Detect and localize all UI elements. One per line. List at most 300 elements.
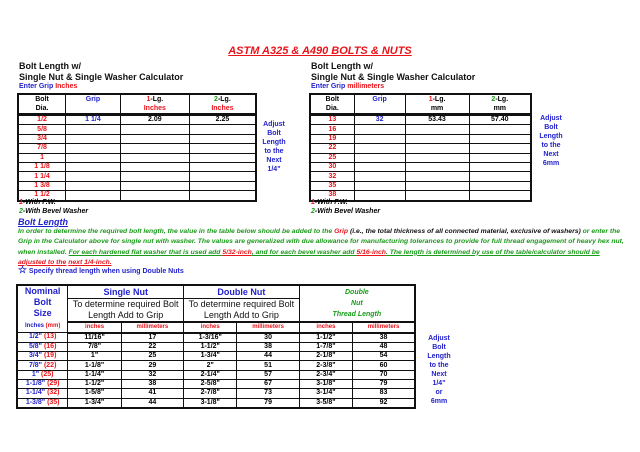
- cell-text: -Lg.: [217, 96, 231, 103]
- nominal-size-cell: [17, 361, 68, 370]
- nominal-size-cell: [17, 379, 68, 388]
- value-cell: [121, 370, 183, 379]
- table-row: [310, 162, 531, 171]
- grip-input-cell[interactable]: [354, 162, 405, 171]
- table-row: [310, 153, 531, 162]
- value-cell: [299, 361, 352, 370]
- lg1-cell: [405, 144, 469, 153]
- adjust-line: to the: [264, 148, 284, 155]
- table-row: [17, 379, 415, 388]
- header-thread-length: [299, 285, 415, 322]
- lg2-cell: [189, 115, 256, 125]
- lg1-cell: [120, 125, 189, 134]
- cell-text: 38: [148, 380, 157, 388]
- value-cell: [353, 379, 415, 388]
- value-cell: [121, 398, 183, 408]
- cell-text: Dia.: [325, 105, 339, 112]
- unit-header-inches: [299, 322, 352, 332]
- left-footnote-1: 1-With F.W.: [19, 199, 56, 206]
- cell-text: -Lg.: [495, 96, 509, 103]
- lg2-cell: [469, 181, 531, 190]
- bolt-dia-cell: [310, 125, 354, 134]
- value-cell: [121, 389, 183, 398]
- bolt-dia-cell: [18, 115, 66, 125]
- bolt-length-paragraph: In order to determine the required bolt length, the value in the table below should be added to the Grip (i.e., the total thickness of all connected material, exclusive of washers) or enter the Grip in the Calculator above for single nut with washer. The values are generalized with due allowance for manufacturing tolerances to provide for full thread engagement of heavy hex nut, when installed. For each hardened flat washer that is used add 5/32-inch, and for each bevel washer add 5/16-inch. The length is determined by use of the table/calculator should be adjusted to the next 1/4-inch.: [18, 228, 624, 266]
- header-lg1: [405, 94, 469, 115]
- value-cell: [184, 361, 237, 370]
- unit-header-mm: [237, 322, 299, 332]
- unit-header-mm: [353, 322, 415, 332]
- double-nut-subtitle: [184, 299, 300, 323]
- adjust-line: 6mm: [430, 398, 448, 405]
- grip-input-cell[interactable]: [354, 115, 405, 125]
- left-enter-label: Enter Grip Inches: [19, 83, 78, 90]
- bolt-dia-cell: [18, 172, 66, 181]
- cell-text: 1": [31, 370, 40, 378]
- value-cell: [68, 333, 121, 343]
- grip-input-cell[interactable]: [66, 134, 121, 143]
- cell-text: 16: [328, 125, 337, 133]
- cell-text: inches: [200, 324, 220, 331]
- cell-text: 25: [328, 153, 337, 161]
- value-cell: [237, 333, 299, 343]
- grip-input-cell[interactable]: [66, 125, 121, 134]
- adjust-line: Next: [266, 157, 282, 164]
- lg2-cell: [189, 191, 256, 201]
- grip-input-cell[interactable]: [66, 115, 121, 125]
- cell-text: 2-1/4": [200, 370, 220, 378]
- lg2-cell: [469, 134, 531, 143]
- cell-text: 1-1/2": [316, 333, 336, 341]
- cell-text: 1 1/4: [85, 116, 101, 124]
- cell-text: 38: [264, 342, 272, 350]
- lg2-cell: [469, 162, 531, 171]
- value-cell: [68, 370, 121, 379]
- cell-text: mm: [430, 105, 444, 112]
- lg2-cell: [189, 162, 256, 171]
- lg2-cell: [189, 134, 256, 143]
- cell-text: 70: [379, 370, 388, 378]
- header-lg2: [189, 94, 256, 115]
- cell-text: 1 1/4: [34, 172, 50, 180]
- left-heading-1: Bolt Length w/: [19, 61, 81, 71]
- cell-text: 44: [148, 398, 157, 406]
- cell-text: 7/8": [28, 361, 42, 369]
- adjust-line: Length: [262, 139, 286, 146]
- cell-text: 1-3/4": [200, 352, 220, 360]
- lg2-cell: [469, 172, 531, 181]
- table-row: [18, 144, 256, 153]
- value-cell: [184, 379, 237, 388]
- cell-text: 7/8: [37, 144, 47, 152]
- cell-text: 2.09: [148, 116, 162, 124]
- right-footnote-2: 2-With Bevel Washer: [311, 208, 381, 215]
- header-lg1: [120, 94, 189, 115]
- cell-text: 79: [379, 380, 388, 388]
- cell-text: 22: [328, 144, 337, 152]
- cell-text: 79: [264, 398, 272, 406]
- cell-text: (19): [43, 352, 57, 360]
- cell-text: 25: [148, 352, 157, 360]
- value-cell: [121, 352, 183, 361]
- cell-text: 3/4: [37, 134, 47, 142]
- cell-text: Nominal: [24, 286, 61, 296]
- lg1-cell: [120, 134, 189, 143]
- cell-text: Inches: [143, 105, 166, 112]
- cell-text: 2-5/8": [200, 380, 220, 388]
- table-row: [18, 181, 256, 190]
- bolt-dia-cell: [310, 144, 354, 153]
- lg2-cell: [469, 191, 531, 201]
- table-row: [18, 115, 256, 125]
- cell-text: 5/8": [28, 342, 42, 350]
- value-cell: [121, 333, 183, 343]
- header-bolt-dia: [310, 94, 354, 115]
- cell-text: 1-7/8": [316, 342, 336, 350]
- cell-text: 1-1/8": [25, 380, 46, 388]
- grip-input-cell[interactable]: [354, 125, 405, 134]
- cell-text: 3/4": [28, 352, 42, 360]
- grip-input-cell[interactable]: [66, 162, 121, 171]
- bolt-dia-cell: [310, 115, 354, 125]
- value-cell: [184, 370, 237, 379]
- value-cell: [184, 333, 237, 343]
- grip-input-cell[interactable]: [354, 153, 405, 162]
- page-title: ASTM A325 & A490 BOLTS & NUTS: [228, 45, 412, 57]
- lg2-cell: [469, 115, 531, 125]
- grip-input-cell[interactable]: [354, 181, 405, 190]
- adjust-line: 1/4": [432, 380, 446, 387]
- cell-text: 57.40: [491, 116, 509, 124]
- cell-text: 30: [328, 163, 337, 171]
- grip-input-cell[interactable]: [66, 172, 121, 181]
- lg1-cell: [405, 115, 469, 125]
- cell-text: 1-5/8": [84, 389, 105, 397]
- table-row: [310, 144, 531, 153]
- table-row: [310, 134, 531, 143]
- unit-header-inches: [184, 322, 237, 332]
- grip-input-cell[interactable]: [66, 144, 121, 153]
- adjust-line: Bolt: [432, 344, 446, 351]
- table-row: [17, 398, 415, 408]
- value-cell: [121, 379, 183, 388]
- value-cell: [237, 361, 299, 370]
- bolt-dia-cell: [310, 172, 354, 181]
- cell-text: 67: [264, 380, 272, 388]
- unit-header-mm: [121, 322, 183, 332]
- cell-text: -Lg.: [150, 96, 164, 103]
- cell-text: Length Add to Grip: [203, 310, 279, 321]
- grip-input-cell[interactable]: [66, 181, 121, 190]
- value-cell: [353, 389, 415, 398]
- value-cell: [353, 342, 415, 351]
- cell-text: Bolt: [325, 96, 340, 103]
- cell-text: 30: [264, 333, 272, 341]
- bolt-dia-cell: [310, 153, 354, 162]
- table-row: [17, 352, 415, 361]
- value-cell: [353, 398, 415, 408]
- value-cell: [237, 379, 299, 388]
- cell-text: 1 3/8: [34, 181, 50, 189]
- cell-text: 1-3/8": [25, 398, 46, 406]
- value-cell: [353, 361, 415, 370]
- lg1-cell: [405, 172, 469, 181]
- value-cell: [299, 389, 352, 398]
- bolt-length-table: [16, 284, 416, 409]
- table-row: [17, 361, 415, 370]
- cell-text: millimeters: [252, 324, 284, 331]
- cell-text: Bolt: [33, 297, 52, 307]
- cell-text: Grip: [372, 96, 387, 103]
- cell-text: 44: [264, 352, 272, 360]
- cell-text: 3-5/8": [316, 398, 336, 406]
- star-note: ☆ Specify thread length when using Double Nuts: [18, 265, 184, 276]
- bolt-length-heading: Bolt Length: [18, 217, 68, 227]
- right-heading-1: Bolt Length w/: [311, 61, 373, 71]
- bolt-dia-cell: [18, 162, 66, 171]
- lg2-cell: [189, 153, 256, 162]
- cell-text: 1/2": [28, 333, 42, 341]
- lg1-cell: [405, 162, 469, 171]
- cell-text: 2-1/8": [316, 352, 336, 360]
- bolt-dia-cell: [310, 181, 354, 190]
- table-row: [18, 162, 256, 171]
- cell-text: millimeters: [367, 324, 400, 331]
- cell-text: 1": [90, 352, 99, 360]
- cell-text: 1 1/8: [34, 163, 50, 171]
- adjust-line: 1/4": [267, 166, 281, 173]
- adjust-line: Next: [431, 371, 447, 378]
- table-row: [310, 172, 531, 181]
- header-bolt-dia: [18, 94, 66, 115]
- lg2-cell: [469, 125, 531, 134]
- cell-text: 48: [379, 342, 388, 350]
- cell-text: 1-1/4": [25, 389, 46, 397]
- cell-text: 2: [214, 96, 218, 103]
- nominal-size-cell: [17, 398, 68, 408]
- unit-header-inches: [68, 322, 121, 332]
- adjust-line: Adjust: [540, 115, 562, 122]
- right-heading-2: Single Nut & Single Washer Calculator: [311, 72, 476, 82]
- table-row: [18, 125, 256, 134]
- lg2-cell: [189, 144, 256, 153]
- cell-text: 2.25: [215, 116, 230, 124]
- cell-text: To determine required Bolt: [72, 299, 179, 310]
- adjust-line: Length: [427, 353, 451, 360]
- cell-text: 13: [328, 116, 337, 124]
- header-grip: [66, 94, 121, 115]
- cell-text: millimeters: [136, 324, 169, 331]
- value-cell: [68, 398, 121, 408]
- right-enter-label: Enter Grip millimeters: [311, 83, 385, 90]
- value-cell: [299, 370, 352, 379]
- adjust-line: to the: [429, 362, 449, 369]
- cell-text: 60: [379, 361, 388, 369]
- value-cell: [299, 398, 352, 408]
- cell-text: 38: [328, 191, 337, 199]
- nominal-size-cell: [17, 342, 68, 351]
- right-footnote-1: 1-With F.W.: [311, 199, 348, 206]
- value-cell: [237, 389, 299, 398]
- lg1-cell: [120, 191, 189, 201]
- value-cell: [237, 370, 299, 379]
- header-double-nut: [184, 285, 300, 299]
- table-row: [310, 125, 531, 134]
- value-cell: [184, 398, 237, 408]
- cell-text: Bolt: [35, 96, 49, 103]
- right-calculator-table: [309, 93, 532, 202]
- cell-text: 54: [379, 352, 388, 360]
- nominal-size-cell: [17, 389, 68, 398]
- cell-text: 2": [206, 361, 214, 369]
- cell-text: 5/8: [37, 125, 47, 133]
- cell-text: 3-1/8": [200, 398, 220, 406]
- table-row: [17, 342, 415, 351]
- grip-input-cell[interactable]: [354, 172, 405, 181]
- table-row: [18, 153, 256, 162]
- left-heading-2: Single Nut & Single Washer Calculator: [19, 72, 184, 82]
- cell-text: 2-3/4": [316, 370, 336, 378]
- cell-text: 19: [328, 134, 337, 142]
- value-cell: [237, 342, 299, 351]
- nominal-size-cell: [17, 370, 68, 379]
- cell-text: Size: [33, 308, 52, 318]
- cell-text: Grip: [85, 96, 101, 103]
- cell-text: 2-3/8": [316, 361, 336, 369]
- lg2-cell: [189, 181, 256, 190]
- cell-text: 2: [491, 96, 496, 103]
- cell-text: (32): [47, 389, 60, 397]
- value-cell: [68, 352, 121, 361]
- lg1-cell: [405, 191, 469, 201]
- cell-text: (13): [43, 333, 57, 341]
- left-adjust-note: [258, 120, 290, 174]
- header-single-nut: [68, 285, 184, 299]
- cell-text: 1: [428, 96, 433, 103]
- lg1-cell: [405, 125, 469, 134]
- bolt-dia-cell: [310, 162, 354, 171]
- cell-text: 57: [264, 370, 272, 378]
- cell-text: 3-1/8": [316, 380, 336, 388]
- adjust-line: Adjust: [263, 121, 285, 128]
- right-adjust-note: [535, 114, 567, 168]
- cell-text: inches: [85, 324, 105, 331]
- value-cell: [68, 379, 121, 388]
- cell-text: 1-1/2": [200, 342, 220, 350]
- adjust-line: Bolt: [544, 124, 558, 131]
- grip-input-cell[interactable]: [66, 191, 121, 201]
- lg2-cell: [469, 153, 531, 162]
- lg1-cell: [120, 162, 189, 171]
- cell-text: 11/16": [84, 333, 105, 341]
- cell-text: 35: [328, 181, 337, 189]
- bolt-dia-cell: [18, 144, 66, 153]
- lg1-cell: [120, 181, 189, 190]
- lg2-cell: [189, 125, 256, 134]
- adjust-line: to the: [541, 142, 561, 149]
- adjust-line: Next: [543, 151, 559, 158]
- grip-input-cell[interactable]: [354, 191, 405, 201]
- adjust-line: Bolt: [267, 130, 281, 137]
- value-cell: [237, 352, 299, 361]
- grip-input-cell[interactable]: [354, 134, 405, 143]
- cell-text: -Lg.: [432, 96, 446, 103]
- cell-text: Nut: [351, 300, 363, 308]
- cell-text: Thread Length: [332, 311, 382, 319]
- cell-text: 1: [146, 96, 151, 103]
- table-row: [18, 134, 256, 143]
- table-row: [18, 172, 256, 181]
- cell-text: Single Nut: [103, 286, 148, 297]
- lg1-cell: [405, 181, 469, 190]
- value-cell: [299, 352, 352, 361]
- lg2-cell: [469, 144, 531, 153]
- value-cell: [353, 333, 415, 343]
- cell-text: 29: [148, 361, 157, 369]
- value-cell: [68, 389, 121, 398]
- bolt-dia-cell: [18, 181, 66, 190]
- lg1-cell: [405, 153, 469, 162]
- header-nominal: [17, 285, 68, 333]
- bolt-dia-cell: [18, 134, 66, 143]
- cell-text: 32: [328, 172, 337, 180]
- value-cell: [353, 352, 415, 361]
- table-row: [17, 389, 415, 398]
- nominal-size-cell: [17, 352, 68, 361]
- value-cell: [68, 342, 121, 351]
- lg1-cell: [120, 144, 189, 153]
- table-row: [17, 333, 415, 343]
- adjust-line: Adjust: [428, 335, 450, 342]
- cell-text: (22): [43, 361, 57, 369]
- lg1-cell: [120, 153, 189, 162]
- table-row: [17, 370, 415, 379]
- grip-input-cell[interactable]: [354, 144, 405, 153]
- table-row: [310, 115, 531, 125]
- bolt-dia-cell: [310, 134, 354, 143]
- cell-text: 92: [379, 398, 388, 406]
- adjust-line: or: [435, 389, 443, 396]
- cell-text: 53.43: [428, 116, 446, 124]
- cell-text: inches: [316, 324, 336, 331]
- bolt-dia-cell: [18, 125, 66, 134]
- cell-text: 1-1/8": [84, 361, 105, 369]
- cell-text: (25): [41, 370, 54, 378]
- cell-text: Dia.: [35, 105, 49, 112]
- cell-text: 83: [379, 389, 388, 397]
- cell-text: Double: [344, 289, 369, 297]
- cell-text: 41: [148, 389, 157, 397]
- cell-text: 1/2: [37, 116, 47, 124]
- cell-text: (16): [43, 342, 57, 350]
- cell-text: 1: [40, 153, 44, 161]
- header-grip: [354, 94, 405, 115]
- value-cell: [184, 342, 237, 351]
- header-lg2: [469, 94, 531, 115]
- cell-text: 38: [379, 333, 388, 341]
- nominal-size-cell: [17, 333, 68, 343]
- lg1-cell: [405, 134, 469, 143]
- grip-input-cell[interactable]: [66, 153, 121, 162]
- cell-text: mm: [493, 105, 507, 112]
- adjust-line: Length: [539, 133, 563, 140]
- cell-text: To determine required Bolt: [188, 299, 295, 310]
- value-cell: [184, 389, 237, 398]
- star-icon: ☆: [18, 265, 27, 276]
- lg1-cell: [120, 115, 189, 125]
- cell-text: 73: [264, 389, 272, 397]
- value-cell: [299, 333, 352, 343]
